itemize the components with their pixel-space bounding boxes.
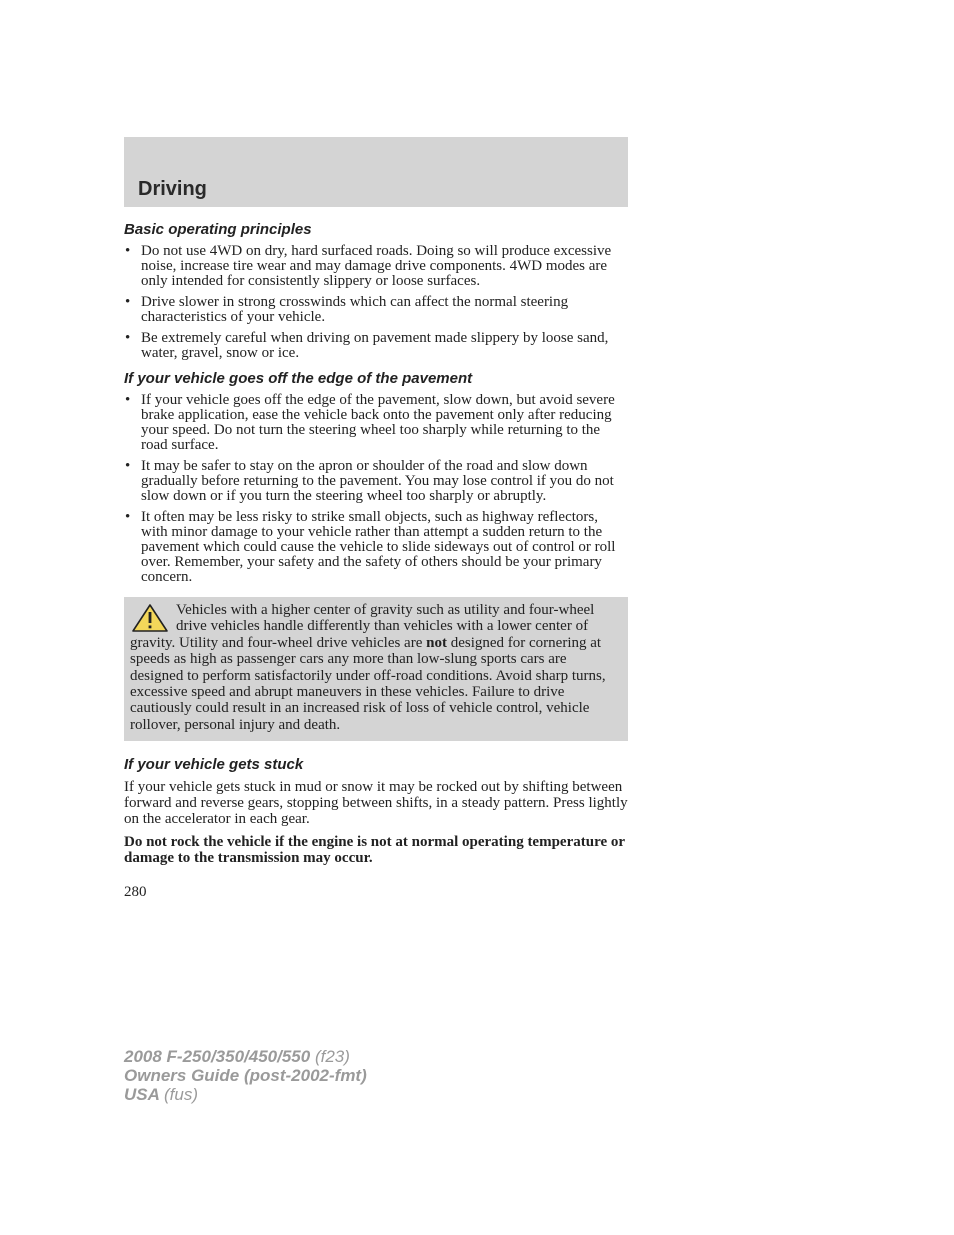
subheading-stuck: If your vehicle gets stuck	[124, 756, 304, 774]
document-footer	[124, 1047, 367, 1104]
section-header-band	[124, 137, 628, 207]
subheading-off-pavement: If your vehicle goes off the edge of the pavement	[124, 370, 473, 387]
section-title: Driving	[138, 178, 207, 200]
list-item: • If your vehicle goes off the edge of the pavement, slow down, but avoid severe brake application, ease the vehicle back onto the pavement only after reducing your speed. Do not turn the steering wheel too sharply while returning to the road surface.	[125, 392, 615, 453]
warning-box	[124, 597, 628, 741]
subheading-basic-principles: Basic operating principles	[124, 221, 312, 238]
footer-line-market: USA (fus)	[124, 1085, 198, 1104]
list-item: • It may be safer to stay on the apron or shoulder of the road and slow down gradually before returning to the pavement. You may lose control if you do not slow down or if you turn the steering wheel too sharply or abruptly.	[125, 458, 614, 504]
warning-text: Vehicles with a higher center of gravity such as utility and four-wheel drive vehicles handle differently than vehicles with a lower center of gravity. Utility and four-wheel drive vehicles are not designed for cornering at speeds as high as passenger cars any more than low-slung sports cars are designed to perform satisfactorily under off-road conditions. Avoid sharp turns, excessive speed and abrupt maneuvers in these vehicles. Failure to drive cautiously could result in an increased risk of loss of vehicle control, vehicle rollover, personal injury and death.	[130, 602, 606, 733]
warning-emphasis: not	[426, 634, 447, 651]
list-item: • Do not use 4WD on dry, hard surfaced roads. Doing so will produce excessive noise, increase tire wear and may damage drive components. 4WD modes are only intended for consistently slippery or loose surfaces.	[125, 243, 612, 289]
stuck-caution: Do not rock the vehicle if the engine is not at normal operating temperature or damage to the transmission may occur.	[124, 834, 625, 867]
page-number: 280	[124, 884, 147, 901]
footer-line-guide: Owners Guide (post-2002-fmt)	[124, 1066, 367, 1085]
bullet-icon: •	[125, 294, 131, 310]
list-item: • It often may be less risky to strike small objects, such as highway reflectors, with minor damage to your vehicle rather than attempt a sudden return to the pavement which could cause the vehicle to slide sideways out of control or roll over. Remember, your safety and the safety of others should be your primary concern.	[125, 509, 616, 585]
stuck-paragraph: If your vehicle gets stuck in mud or snow it may be rocked out by shifting between forward and reverse gears, stopping between shifts, in a steady pattern. Press lightly on the accelerator in each gear.	[124, 779, 628, 828]
page-content	[124, 220, 628, 901]
warning-triangle-icon	[130, 603, 170, 633]
bullet-icon: •	[125, 243, 131, 259]
list-item: • Drive slower in strong crosswinds which can affect the normal steering characteristics of your vehicle.	[125, 294, 569, 325]
list-item: • Be extremely careful when driving on pavement made slippery by loose sand, water, gravel, snow or ice.	[125, 330, 609, 361]
bullet-icon: •	[125, 458, 131, 474]
bullet-icon: •	[125, 330, 131, 346]
bullet-list-off-pavement	[124, 393, 628, 585]
bullet-list-basic-principles	[124, 244, 628, 361]
bullet-icon: •	[125, 392, 131, 408]
footer-line-model: 2008 F-250/350/450/550 (f23)	[124, 1047, 350, 1066]
bullet-icon: •	[125, 509, 131, 525]
